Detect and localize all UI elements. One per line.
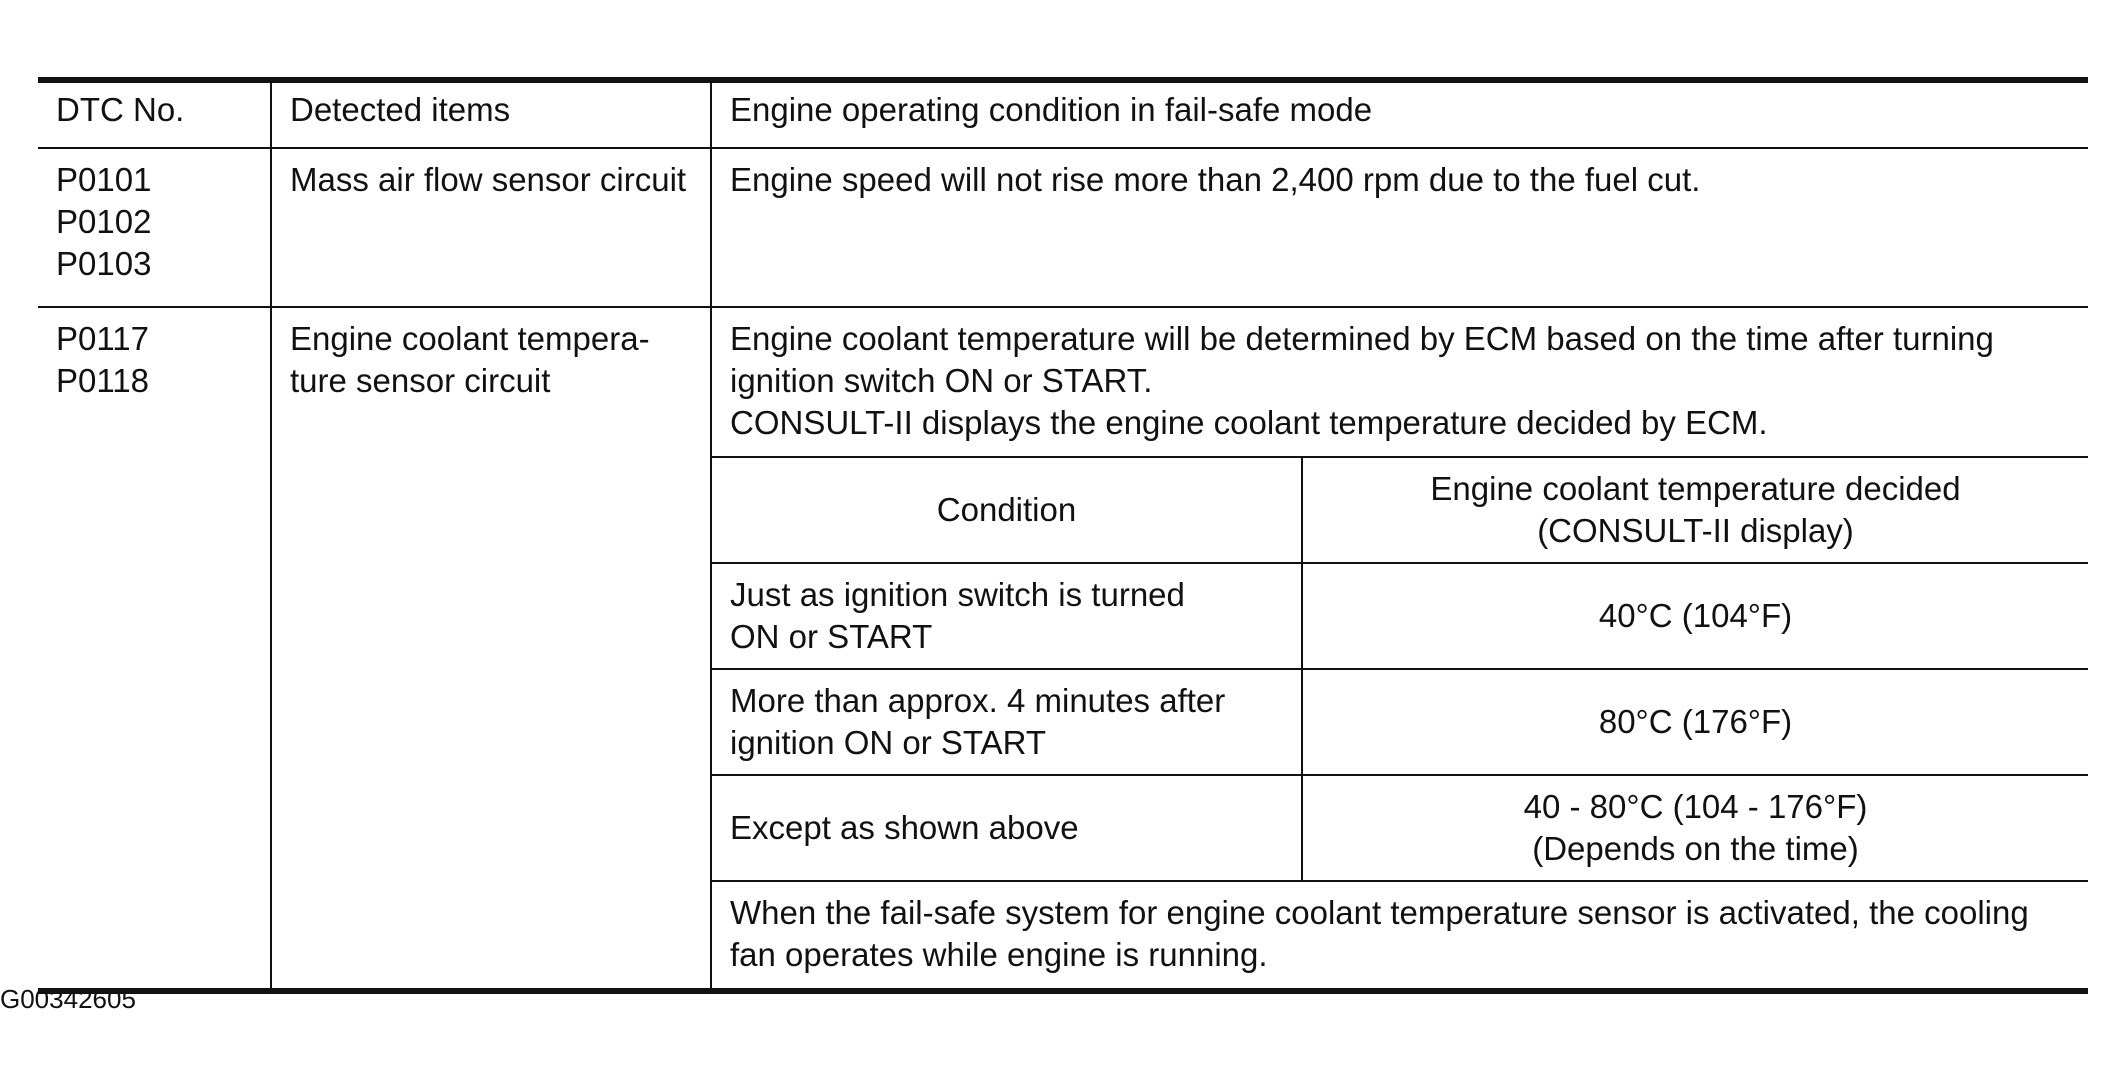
subtable-row (712, 563, 2088, 669)
operating-condition (711, 307, 2088, 991)
value-line: 80°C (176°F) (1598, 703, 1793, 740)
subtable-header-line: Engine coolant temperature decided (1430, 470, 1961, 507)
header-dtc: DTC No. (38, 80, 271, 148)
detected-item (271, 307, 711, 991)
figure-id: G00342605 (0, 984, 136, 1014)
table-row (38, 148, 2088, 307)
condition-line: Except as shown above (730, 809, 1079, 846)
operating-condition-text (712, 308, 2088, 456)
subtable-condition (712, 563, 1302, 669)
fail-safe-note (712, 881, 2088, 988)
condition-line: Just as ignition switch is turned (730, 576, 1185, 613)
subtable-condition (712, 669, 1302, 775)
fail-safe-table (38, 77, 2088, 994)
value-line: 40 - 80°C (104 - 176°F) (1523, 788, 1868, 825)
note-line: fan operates while engine is running. (730, 936, 1268, 973)
dtc-code: P0103 (56, 245, 152, 282)
subtable-value (1302, 775, 2088, 881)
subtable-header-decided (1302, 457, 2088, 563)
note-line: When the fail-safe system for engine coolant temperature sensor is activated, the cooling (730, 894, 2029, 931)
table-row (38, 307, 2088, 991)
operating-condition-line: ignition switch ON or START. (730, 362, 1153, 399)
header-row (38, 80, 2088, 148)
operating-condition: Engine speed will not rise more than 2,400 rpm due to the fuel cut. (711, 148, 2088, 307)
operating-condition-line: CONSULT-II displays the engine coolant temperature decided by ECM. (730, 404, 1768, 441)
subtable-header-condition: Condition (712, 457, 1302, 563)
subtable-value (1302, 563, 2088, 669)
operating-condition-line: Engine coolant temperature will be determined by ECM based on the time after turning (730, 320, 1994, 357)
dtc-code: P0118 (56, 362, 149, 399)
detected-item-line: Engine coolant tempera- (290, 320, 650, 357)
subtable-note-row (712, 881, 2088, 988)
dtc-code: P0101 (56, 161, 152, 198)
condition-line: More than approx. 4 minutes after (730, 682, 1226, 719)
detected-item: Mass air flow sensor circuit (271, 148, 711, 307)
subtable-header-line: (CONSULT-II display) (1537, 512, 1854, 549)
subtable-row (712, 669, 2088, 775)
subtable-condition (712, 775, 1302, 881)
value-line: (Depends on the time) (1532, 830, 1859, 867)
subtable-value (1302, 669, 2088, 775)
condition-line: ON or START (730, 618, 933, 655)
dtc-code: P0102 (56, 203, 152, 240)
header-operating-condition: Engine operating condition in fail-safe mode (711, 80, 2088, 148)
subtable-header-row (712, 457, 2088, 563)
dtc-codes (38, 307, 271, 991)
coolant-temperature-subtable (712, 456, 2088, 988)
dtc-codes (38, 148, 271, 307)
header-detected-items: Detected items (271, 80, 711, 148)
subtable-row (712, 775, 2088, 881)
condition-line: ignition ON or START (730, 724, 1047, 761)
detected-item-line: ture sensor circuit (290, 362, 551, 399)
value-line: 40°C (104°F) (1598, 597, 1793, 634)
dtc-code: P0117 (56, 320, 149, 357)
